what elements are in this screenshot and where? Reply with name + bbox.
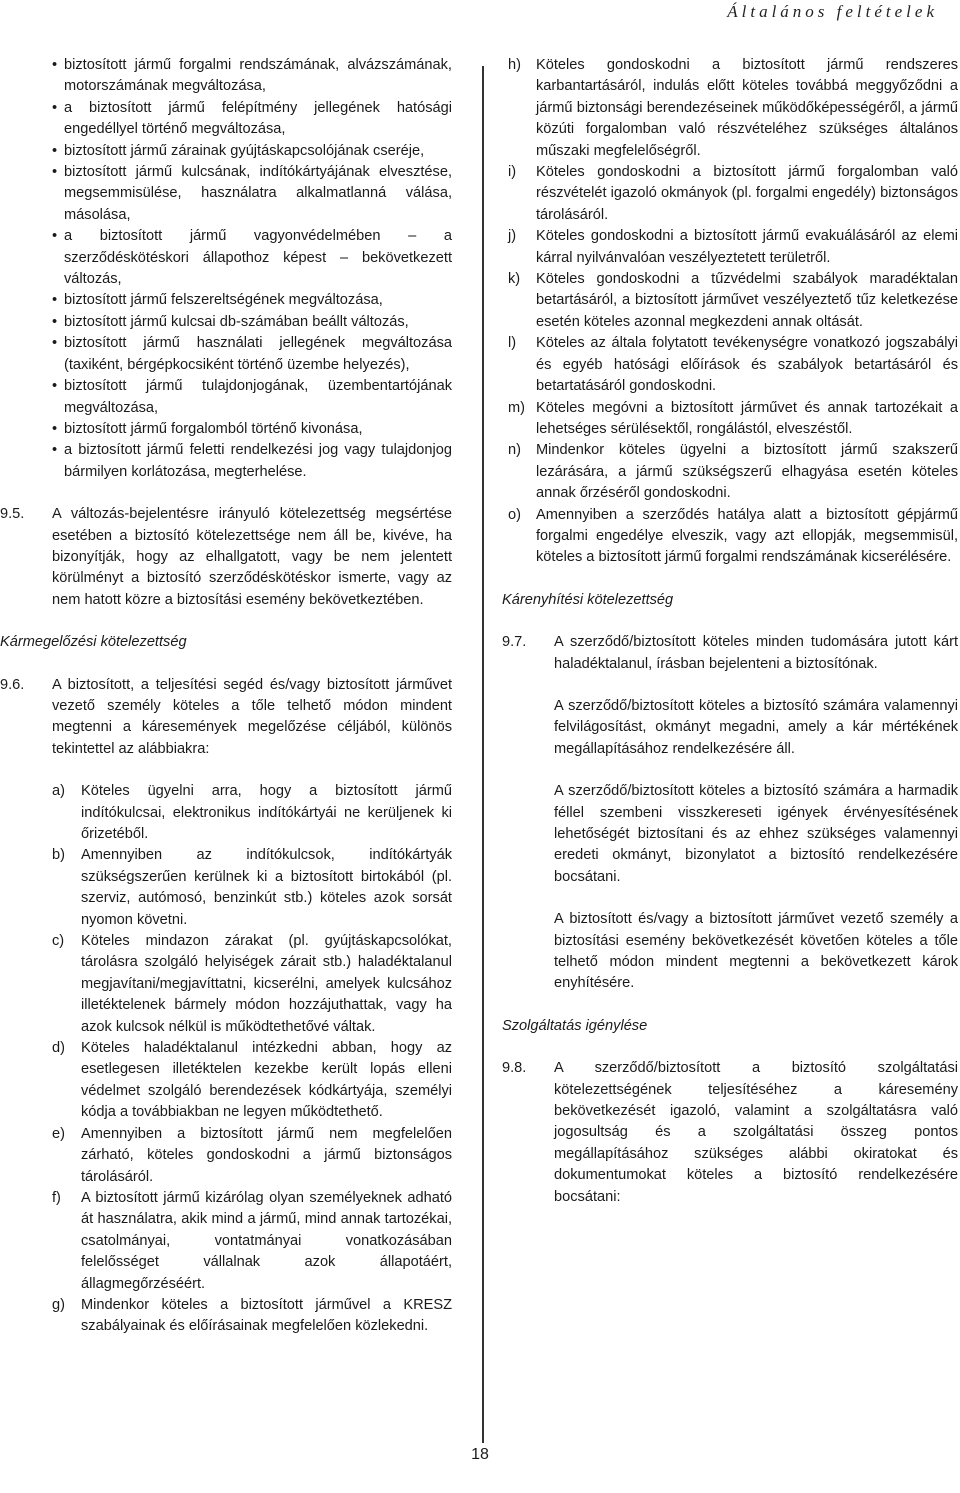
- list-item: [52, 1124, 452, 1188]
- item-text: Mindenkor köteles a biztosított járművel a KRESZ szabályainak és előírásainak megfelelően közlekedni.: [81, 1296, 452, 1335]
- clause-9-8: [502, 1058, 958, 1208]
- item-text: Köteles haladéktalanul intézkedni abban, hogy az esetlegesen illetéktelen kezekbe került lopás elleni védelmet szolgáló berendezések kódkártyája, személyi kódja a továbbiakban ne legyen működtethető.: [81, 1040, 452, 1121]
- clause-9-6: [0, 675, 452, 761]
- list-item: [52, 845, 452, 931]
- item-text: Köteles gondoskodni a biztosított jármű evakuálásáról az elemi kárral nyilvánvalóan veszélyeztetett területről.: [536, 228, 958, 266]
- item-text: A biztosított jármű kizárólag olyan személyeknek adható át használatra, akik mind a jármű, mind annak tartozékai, csatolmányai, vontatmányai vonatkozásában felelősséget vállalnak azok állapotáért, állagmegőrzéséért.: [81, 1189, 452, 1292]
- list-item: • biztosított jármű kulcsának, indítókártyájának elvesztése, megsemmisülése, használatra alkalmatlanná válása, másolása,: [52, 162, 452, 226]
- right-column: [502, 55, 958, 1208]
- item-marker: d): [52, 1040, 65, 1057]
- item-marker: c): [52, 933, 65, 950]
- section-heading-karmegelozes: Kármegelőzési kötelezettség: [0, 634, 187, 651]
- paragraph: A szerződő/biztosított köteles a biztosító számára valamennyi felvilágosítást, okmányt megadni, amely a kár mértékének megállapításához rendelkezésére áll.: [554, 697, 958, 757]
- clause-text: A szerződő/biztosított köteles minden tudomására jutott kárt haladéktalanul, írásban bejelenteni a biztosítónak.: [554, 634, 958, 672]
- item-marker: f): [52, 1189, 61, 1206]
- item-marker: j): [508, 228, 517, 245]
- item-text: Köteles ügyelni arra, hogy a biztosított jármű indítókulcsai, elektronikus indítókártyái ne kerüljenek ki őrizetéből.: [81, 783, 452, 842]
- clause-9-7: [502, 632, 958, 675]
- item-marker: e): [52, 1125, 65, 1142]
- item-text: Amennyiben az indítókulcsok, indítókártyák szükségszerűen kerülnek ki a biztosított birtokából (pl. szerviz, autómosó, benzinkút stb.) köteles azok sorsát nyomon követni.: [81, 847, 452, 928]
- change-notification-list: [52, 55, 452, 483]
- item-text: Köteles gondoskodni a tűzvédelmi szabályok maradéktalan betartásáról, a biztosított járművet veszélyeztető tűz keletkezése esetén köteles azonnal megkezdeni annak oltását.: [536, 271, 958, 330]
- item-marker: n): [508, 442, 521, 459]
- list-item: • biztosított jármű forgalmi rendszámának, alvázszámának, motorszámának megváltozása,: [52, 55, 452, 98]
- item-marker: o): [508, 506, 521, 523]
- item-marker: k): [508, 271, 521, 288]
- item-text: Köteles az általa folytatott tevékenységre vonatkozó jogszabályi és egyéb hatósági előírások és szabályok betartásáról és betartatásáról gondoskodni.: [536, 335, 958, 395]
- clause-text: A szerződő/biztosított a biztosító szolgáltatási kötelezettségének teljesítéséhez a káresemény bekövetkezését igazoló, valamint a szolgáltatásra való jogosultság és a szolgáltatási összeg pontos megállapításához szükséges alábbi okiratokat és dokumentumokat köteles a biztosító rendelkezésére bocsátani:: [554, 1060, 958, 1205]
- item-text: Köteles gondoskodni a biztosított jármű forgalomban való részvételét igazoló okmányok (pl. forgalmi engedély) biztonságos tárolásáról.: [536, 164, 958, 223]
- list-item: • biztosított jármű használati jellegének megváltozása (taxiként, bérgépkocsiként történő üzembe helyezés),: [52, 333, 452, 376]
- list-item: [508, 55, 958, 162]
- list-item: [508, 333, 958, 397]
- clause-text: A biztosított, a teljesítési segéd és/vagy biztosított járművet vezető személy köteles a tőle telhető módon mindent megtenni a káresemények megelőzése céljából, különös tekintettel az alábbiakra:: [52, 676, 452, 757]
- clause-text: A változás-bejelentésre irányuló kötelezettség megsértése esetében a biztosító kötelezettsége nem áll be, kivéve, ha bizonyítják, hogy az elhallgatott, vagy be nem jelentett körülményt a biztosító szerződéskötéskor ismerte, vagy az nem hatott közre a biztosítási esemény bekövetkeztében.: [52, 506, 452, 608]
- item-marker: h): [508, 57, 521, 73]
- paragraph: A szerződő/biztosított köteles a biztosító számára a harmadik féllel szembeni visszkereseti igények érvényesítésének lehetőségét biztosítani és az ehhez szükséges valamennyi eredeti okmányt, bizonylatot a biztosító rendelkezésére bocsátani.: [554, 783, 958, 885]
- list-item: [508, 269, 958, 333]
- list-item: [52, 931, 452, 1038]
- left-column: [0, 55, 452, 1338]
- clause-number: 9.7.: [502, 634, 527, 651]
- list-item: • a biztosított jármű vagyonvédelmében – a szerződéskötéskori állapothoz képest – bekövetkezett változás,: [52, 226, 452, 290]
- item-marker: l): [508, 335, 517, 352]
- column-divider: [482, 66, 484, 1443]
- list-item: • biztosított jármű zárainak gyújtáskapcsolójának cseréje,: [52, 141, 452, 162]
- list-item: • biztosított jármű forgalomból történő kivonása,: [52, 419, 452, 440]
- item-text: Köteles megóvni a biztosított járművet és annak tartozékait a lehetséges sérülésektől, rongálástól, elveszéstől.: [536, 399, 958, 437]
- list-item: • biztosított jármű felszereltségének megváltozása,: [52, 290, 452, 311]
- item-marker: a): [52, 783, 65, 800]
- item-marker: b): [52, 847, 65, 864]
- list-item: • biztosított jármű tulajdonjogának, üzembentartójának megváltozása,: [52, 376, 452, 419]
- list-item: [52, 781, 452, 845]
- clause-number: 9.6.: [0, 676, 25, 693]
- item-text: Amennyiben a biztosított jármű nem megfelelően zárható, köteles gondoskodni a jármű biztonságos tárolásáról.: [81, 1125, 452, 1185]
- list-item: [508, 440, 958, 504]
- list-item: [508, 162, 958, 226]
- prevention-items-continued: [508, 55, 958, 569]
- item-marker: g): [52, 1296, 65, 1313]
- page-number: 18: [471, 1446, 489, 1463]
- section-heading-szolgaltatas: Szolgáltatás igénylése: [502, 1017, 648, 1034]
- list-item: • a biztosított jármű felépítmény jellegének hatósági engedéllyel történő megváltozása,: [52, 98, 452, 141]
- list-item: [52, 1038, 452, 1124]
- list-item: [508, 505, 958, 569]
- item-text: Mindenkor köteles ügyelni a biztosított jármű szakszerű lezárására, a jármű szükségszerű elhagyása esetén köteles annak őrzéséről gondoskodni.: [536, 442, 958, 502]
- list-item: [52, 1295, 452, 1338]
- list-item: [52, 1188, 452, 1295]
- item-marker: i): [508, 164, 517, 181]
- item-marker: m): [508, 399, 526, 416]
- list-item: [508, 398, 958, 441]
- clause-number: 9.8.: [502, 1060, 527, 1077]
- item-text: Köteles mindazon zárakat (pl. gyújtáskapcsolókat, tárolásra szolgáló helyiségek zárait stb.) haladéktalanul megjavítani/megjavíttatni, kicserélni, amelyek kulcsához illetéktelenek bármely módon hozzájuthattak, vagy ha azok kulcsok nélkül is működtethetővé váltak.: [81, 933, 452, 1035]
- item-text: Köteles gondoskodni a biztosított jármű rendszeres karbantartásáról, indulás előtt köteles továbbá meggyőződni a jármű biztonsági berendezéseinek működőképességéről, a jármű közúti forgalomban való részvételéhez szükséges általános műszaki megfelelőségről.: [536, 57, 958, 159]
- running-header: Általános feltételek: [727, 2, 938, 21]
- list-item: • a biztosított jármű feletti rendelkezési jog vagy tulajdonjog bármilyen korlátozása, megterhelése.: [52, 440, 452, 483]
- item-text: Amennyiben a szerződés hatálya alatt a biztosított gépjármű forgalmi engedélye elveszik, vagy azt ellopják, megsemmisül, köteles a biztosított jármű forgalmi rendszámának kicserélésére.: [536, 506, 958, 566]
- prevention-items: [52, 781, 452, 1338]
- list-item: [508, 226, 958, 269]
- paragraph: A biztosított és/vagy a biztosított járművet vezető személy a biztosítási esemény bekövetkezését követően köteles a tőle telhető módon mindent megtenni a bekövetkezett károk enyhítésére.: [554, 911, 958, 992]
- clause-9-5: [0, 504, 452, 611]
- section-heading-karenyhites: Kárenyhítési kötelezettség: [502, 591, 674, 608]
- list-item: • biztosított jármű kulcsai db-számában beállt változás,: [52, 312, 452, 333]
- clause-number: 9.5.: [0, 506, 25, 523]
